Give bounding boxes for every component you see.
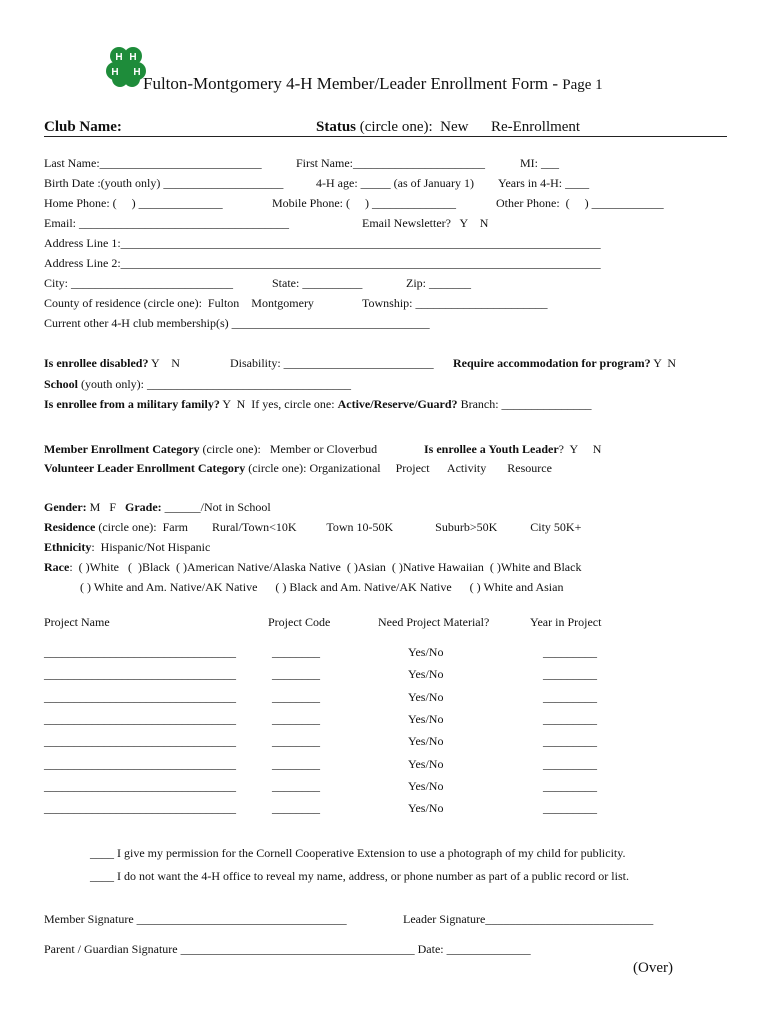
form-title: Fulton-Montgomery 4-H Member/Leader Enrollment Form - Page 1: [143, 74, 603, 93]
project-name-field[interactable]: ________________________________: [44, 734, 236, 749]
leader-signature-field[interactable]: Leader Signature____________________________: [403, 912, 654, 926]
email-newsletter-choice[interactable]: Email Newsletter? Y N: [362, 216, 489, 230]
project-code-field[interactable]: ________: [272, 689, 320, 704]
year-in-project-field[interactable]: _________: [543, 645, 597, 659]
disabled-choice[interactable]: Is enrollee disabled? Y N: [44, 356, 180, 370]
project-name-field[interactable]: ________________________________: [44, 778, 236, 793]
year-in-project-field[interactable]: _________: [543, 689, 597, 704]
other-club-membership-field[interactable]: Current other 4-H club membership(s) _________________________________: [44, 316, 430, 330]
gender-grade-field[interactable]: Gender: M F Grade: ______/Not in School: [44, 500, 271, 514]
project-code-field[interactable]: ________: [272, 756, 320, 771]
address-line-1-field[interactable]: Address Line 1:________________________________________________________________________________: [44, 236, 601, 250]
year-in-project-field[interactable]: _________: [543, 756, 597, 771]
club-name-label: Club Name:: [44, 119, 122, 135]
project-code-field[interactable]: ________: [272, 801, 320, 816]
city-field[interactable]: City: ___________________________: [44, 276, 234, 290]
ethnicity-choice[interactable]: Ethnicity: Hispanic/Not Hispanic: [44, 540, 211, 554]
project-code-field[interactable]: ________: [272, 667, 320, 682]
project-code-field[interactable]: ________: [272, 734, 320, 749]
school-field[interactable]: School (youth only): __________________________________: [44, 377, 352, 391]
mobile-phone-field[interactable]: Mobile Phone: ( ) ______________: [272, 196, 456, 210]
project-name-field[interactable]: ________________________________: [44, 756, 236, 771]
township-field[interactable]: Township: ______________________: [362, 296, 548, 310]
project-material-choice[interactable]: Yes/No: [408, 756, 444, 771]
volunteer-category-choice[interactable]: Volunteer Leader Enrollment Category (circle one): Organizational Project Activity Resource: [44, 461, 552, 475]
accommodation-choice[interactable]: Require accommodation for program? Y N: [453, 356, 677, 370]
4h-age-field[interactable]: 4-H age: _____ (as of January 1): [316, 176, 474, 190]
year-in-project-field[interactable]: _________: [543, 667, 597, 682]
project-material-choice[interactable]: Yes/No: [408, 645, 444, 659]
svg-text:H: H: [115, 52, 123, 63]
last-name-field[interactable]: Last Name:___________________________: [44, 156, 262, 170]
member-signature-field[interactable]: Member Signature ___________________________________: [44, 912, 347, 926]
project-name-field[interactable]: ________________________________: [44, 667, 236, 682]
project-material-choice[interactable]: Yes/No: [408, 667, 444, 682]
member-category-choice[interactable]: Member Enrollment Category (circle one): Member or Cloverbud: [44, 442, 378, 456]
year-in-project-field[interactable]: _________: [543, 711, 597, 726]
project-name-field[interactable]: ________________________________: [44, 689, 236, 704]
photo-permission-checkbox[interactable]: ____ I give my permission for the Cornell Cooperative Extension to use a photograph of my child for publicity.: [90, 846, 626, 860]
address-line-2-field[interactable]: Address Line 2:________________________________________________________________________________: [44, 256, 601, 270]
year-in-project-field[interactable]: _________: [543, 734, 597, 749]
project-material-choice[interactable]: Yes/No: [408, 711, 444, 726]
project-code-field[interactable]: ________: [272, 711, 320, 726]
project-name-field[interactable]: ________________________________: [44, 711, 236, 726]
header-rule: [44, 136, 727, 137]
col-header-project-code: Project Code: [268, 615, 331, 629]
col-header-year: Year in Project: [530, 615, 602, 629]
race-choice-line-2[interactable]: ( ) White and Am. Native/AK Native ( ) Black and Am. Native/AK Native ( ) White and Asian: [80, 580, 564, 594]
first-name-field[interactable]: First Name:______________________: [296, 156, 485, 170]
middle-initial-field[interactable]: MI: ___: [520, 156, 559, 170]
home-phone-field[interactable]: Home Phone: ( ) ______________: [44, 196, 223, 210]
disability-field[interactable]: Disability: _________________________: [230, 356, 434, 370]
status-field[interactable]: Status (circle one): New Re-Enrollment: [316, 119, 581, 135]
project-name-field[interactable]: ________________________________: [44, 645, 236, 659]
col-header-project-name: Project Name: [44, 615, 110, 629]
military-family-choice[interactable]: Is enrollee from a military family? Y N If yes, circle one: Active/Reserve/Guard? Branch: _______________: [44, 397, 592, 411]
year-in-project-field[interactable]: _________: [543, 778, 597, 793]
svg-text:H: H: [129, 52, 137, 63]
county-choice[interactable]: County of residence (circle one): Fulton Montgomery: [44, 296, 314, 310]
project-code-field[interactable]: ________: [272, 645, 320, 659]
privacy-checkbox[interactable]: ____ I do not want the 4-H office to reveal my name, address, or phone number as part of a public record or list.: [90, 869, 629, 883]
over-indicator: (Over): [633, 960, 673, 976]
project-material-choice[interactable]: Yes/No: [408, 689, 444, 704]
race-choice[interactable]: Race: ( )White ( )Black ( )American Native/Alaska Native ( )Asian ( )Native Hawaiian ( )White and Black: [44, 560, 582, 574]
parent-signature-field[interactable]: Parent / Guardian Signature _______________________________________ Date: ______________: [44, 942, 531, 956]
residence-choice[interactable]: Residence (circle one): Farm Rural/Town<10K Town 10-50K Suburb>50K City 50K+: [44, 520, 582, 534]
state-field[interactable]: State: __________: [272, 276, 363, 290]
svg-text:H: H: [111, 67, 119, 78]
years-in-4h-field[interactable]: Years in 4-H: ____: [498, 176, 590, 190]
page-number: Page 1: [562, 77, 603, 93]
project-name-field[interactable]: ________________________________: [44, 801, 236, 816]
email-field[interactable]: Email: ___________________________________: [44, 216, 289, 230]
year-in-project-field[interactable]: _________: [543, 801, 597, 816]
svg-text:H: H: [133, 67, 141, 78]
project-material-choice[interactable]: Yes/No: [408, 734, 444, 749]
project-code-field[interactable]: ________: [272, 778, 320, 793]
col-header-material: Need Project Material?: [378, 615, 490, 629]
project-material-choice[interactable]: Yes/No: [408, 778, 444, 793]
project-material-choice[interactable]: Yes/No: [408, 801, 444, 816]
birth-date-field[interactable]: Birth Date :(youth only) ____________________: [44, 176, 284, 190]
zip-field[interactable]: Zip: _______: [406, 276, 471, 290]
youth-leader-choice[interactable]: Is enrollee a Youth Leader? Y N: [424, 442, 602, 456]
other-phone-field[interactable]: Other Phone: ( ) ____________: [496, 196, 664, 210]
